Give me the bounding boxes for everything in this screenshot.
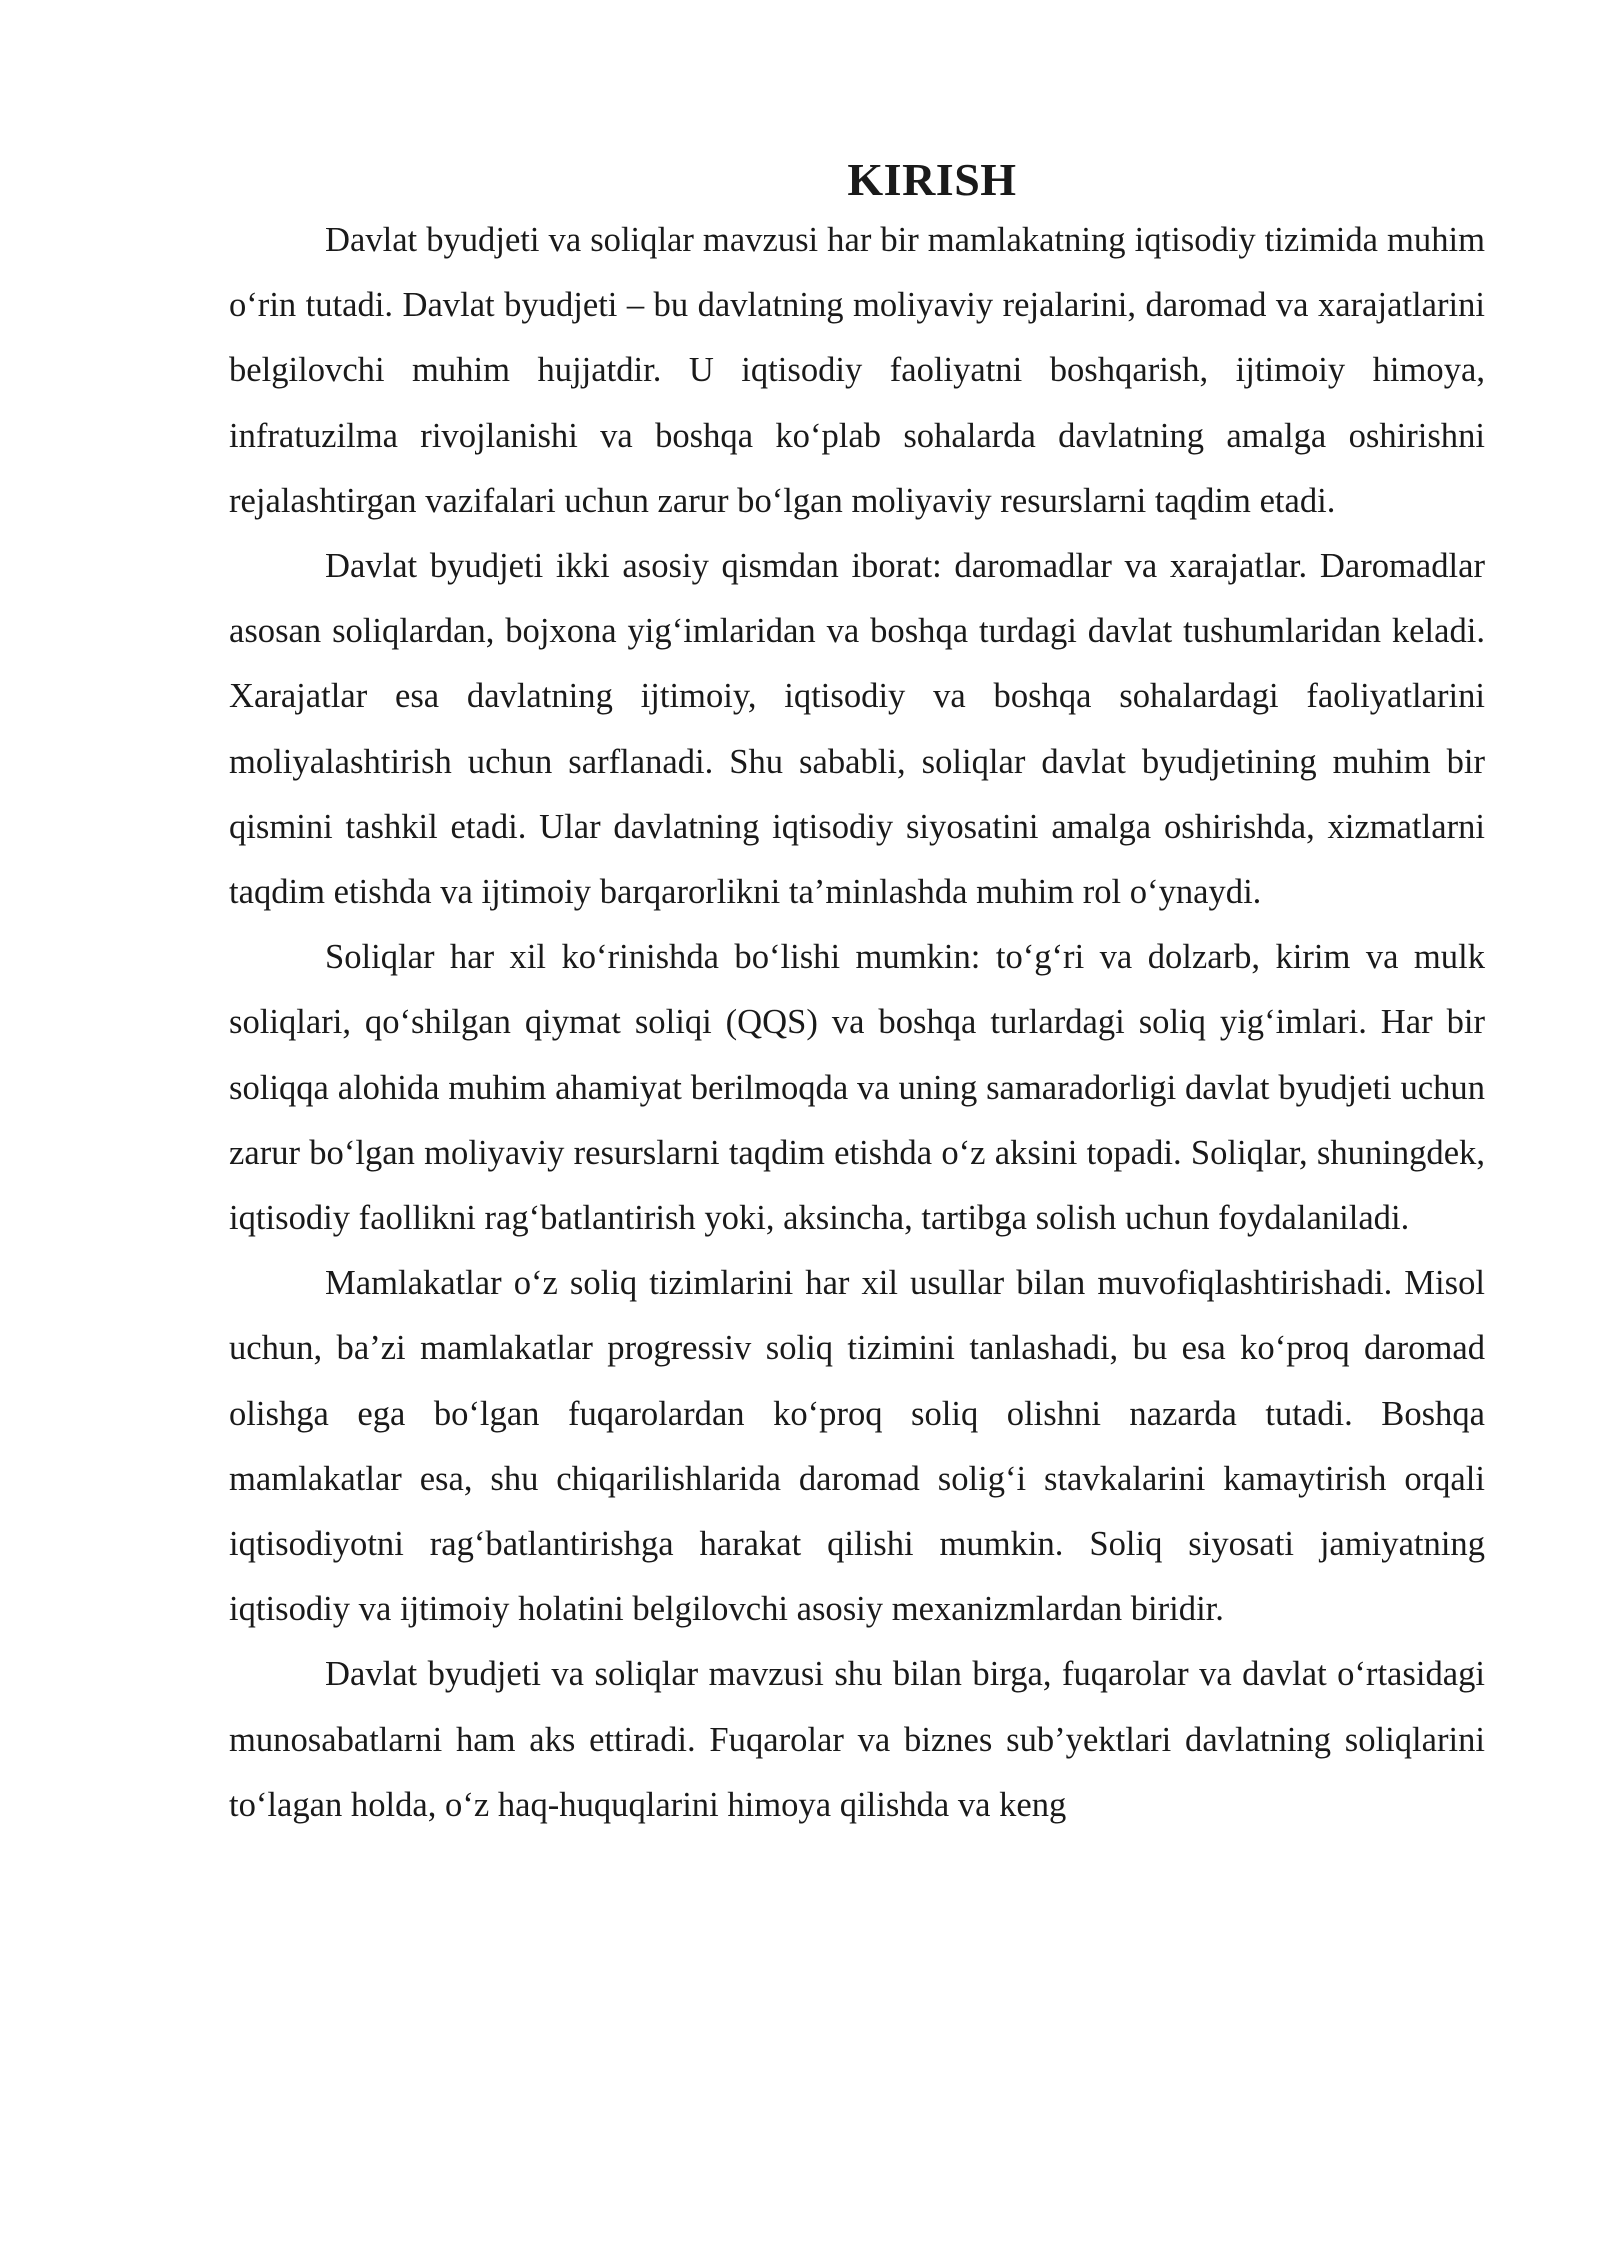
paragraph-4: Mamlakatlar o‘z soliq tizimlarini har xil usullar bilan muvofiqlashtirishadi. Misol uchun, ba’zi mamlakatlar progressiv soliq tizimini tanlashadi, bu esa ko‘proq daromad olishga ega bo‘lgan fuqarolardan ko‘proq soliq olishni nazarda tutadi. Boshqa mamlakatlar esa, shu chiqarilishlarida daromad solig‘i stavkalarini kamaytirish orqali iqtisodiyotni rag‘batlantirishga harakat qilishi mumkin. Soliq siyosati jamiyatning iqtisodiy va ijtimoiy holatini belgilovchi asosiy mexanizmlardan biridir. (229, 1264, 1485, 1629)
paragraph-5: Davlat byudjeti va soliqlar mavzusi shu bilan birga, fuqarolar va davlat o‘rtasidagi munosabatlarni ham aks ettiradi. Fuqarolar va biznes sub’yektlari davlatning soliqlarini to‘lagan holda, o‘z haq-huquqlarini himoya qilishda va keng (229, 1655, 1485, 1824)
paragraph-3: Soliqlar har xil ko‘rinishda bo‘lishi mumkin: to‘g‘ri va dolzarb, kirim va mulk soliqlari, qo‘shilgan qiymat soliqi (QQS) va boshqa turlardagi soliq yig‘imlari. Har bir soliqqa alohida muhim ahamiyat berilmoqda va uning samaradorligi davlat byudjeti uchun zarur bo‘lgan moliyaviy resurslarni taqdim etishda o‘z aksini topadi. Soliqlar, shuningdek, iqtisodiy faollikni rag‘batlantirish yoki, aksincha, tartibga solish uchun foydalaniladi. (229, 938, 1485, 1238)
paragraph-2: Davlat byudjeti ikki asosiy qismdan iborat: daromadlar va xarajatlar. Daromadlar asosan soliqlardan, bojxona yig‘imlaridan va boshqa turdagi davlat tushumlaridan keladi. Xarajatlar esa davlatning ijtimoiy, iqtisodiy va boshqa sohalardagi faoliyatlarini moliyalashtirish uchun sarflanadi. Shu sababli, soliqlar davlat byudjetining muhim bir qismini tashkil etadi. Ular davlatning iqtisodiy siyosatini amalga oshirishda, xizmatlarni taqdim etishda va ijtimoiy barqarorlikni ta’minlashda muhim rol o‘ynaydi. (229, 547, 1485, 912)
document-body (229, 152, 1485, 1838)
paragraph-1: Davlat byudjeti va soliqlar mavzusi har bir mamlakatning iqtisodiy tizimida muhim o‘rin tutadi. Davlat byudjeti – bu davlatning moliyaviy rejalarini, daromad va xarajatlarini belgilovchi muhim hujjatdir. U iqtisodiy faoliyatni boshqarish, ijtimoiy himoya, infratuzilma rivojlanishi va boshqa ko‘plab sohalarda davlatning amalga oshirishni rejalashtirgan vazifalari uchun zarur bo‘lgan moliyaviy resurslarni taqdim etadi. (229, 221, 1485, 520)
page-title: KIRISH (847, 154, 1017, 205)
